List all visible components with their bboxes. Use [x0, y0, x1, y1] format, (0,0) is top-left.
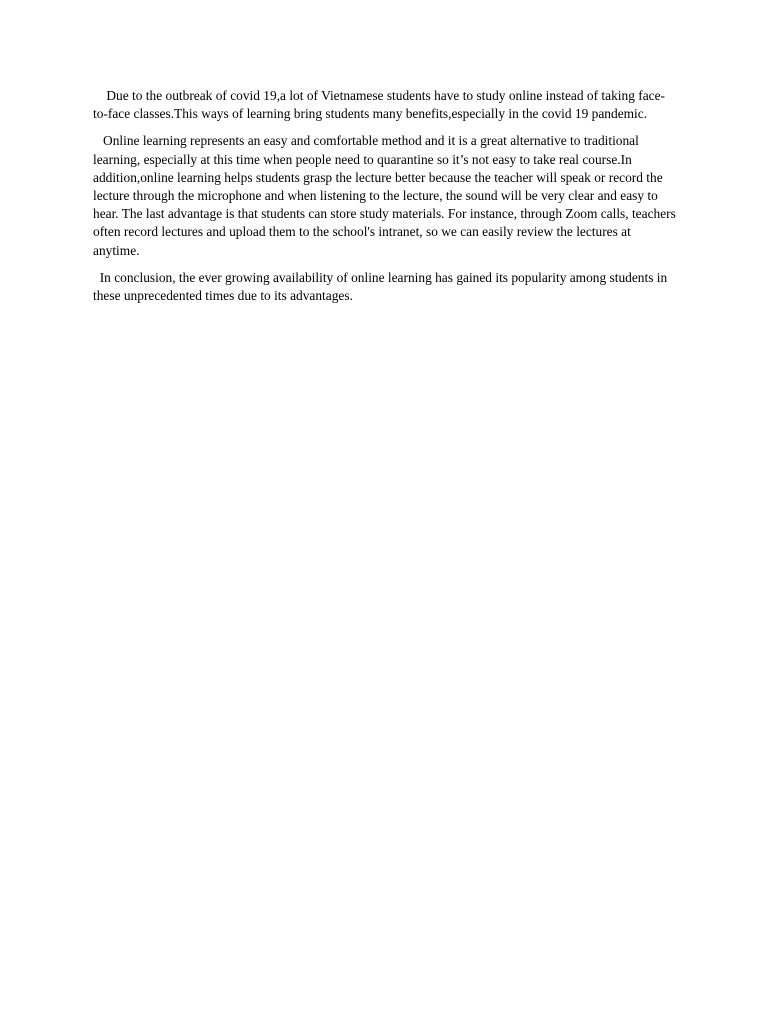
paragraph-intro: Due to the outbreak of covid 19,a lot of Vietnamese students have to study online instead of taking face-to-face classes.This ways of learning bring students many benefits,especially in the covid 19 pandemic. [93, 88, 665, 122]
paragraph-body: Online learning represents an easy and comfortable method and it is a great alternative to traditional learning, especially at this time when people need to quarantine so it’s not easy to take real course.In addition,online learning helps students grasp the lecture better because the teacher will speak or record the lecture through the microphone and when listening to the lecture, the sound will be very clear and easy to hear. The last advantage is that students can store study materials. For instance, through Zoom calls, teachers often record lectures and upload them to the school's intranet, so we can easily review the lectures at anytime. [93, 133, 680, 258]
document-body [93, 87, 678, 314]
paragraph-conclusion: In conclusion, the ever growing availability of online learning has gained its popularity among students in these unprecedented times due to its advantages. [93, 269, 671, 304]
